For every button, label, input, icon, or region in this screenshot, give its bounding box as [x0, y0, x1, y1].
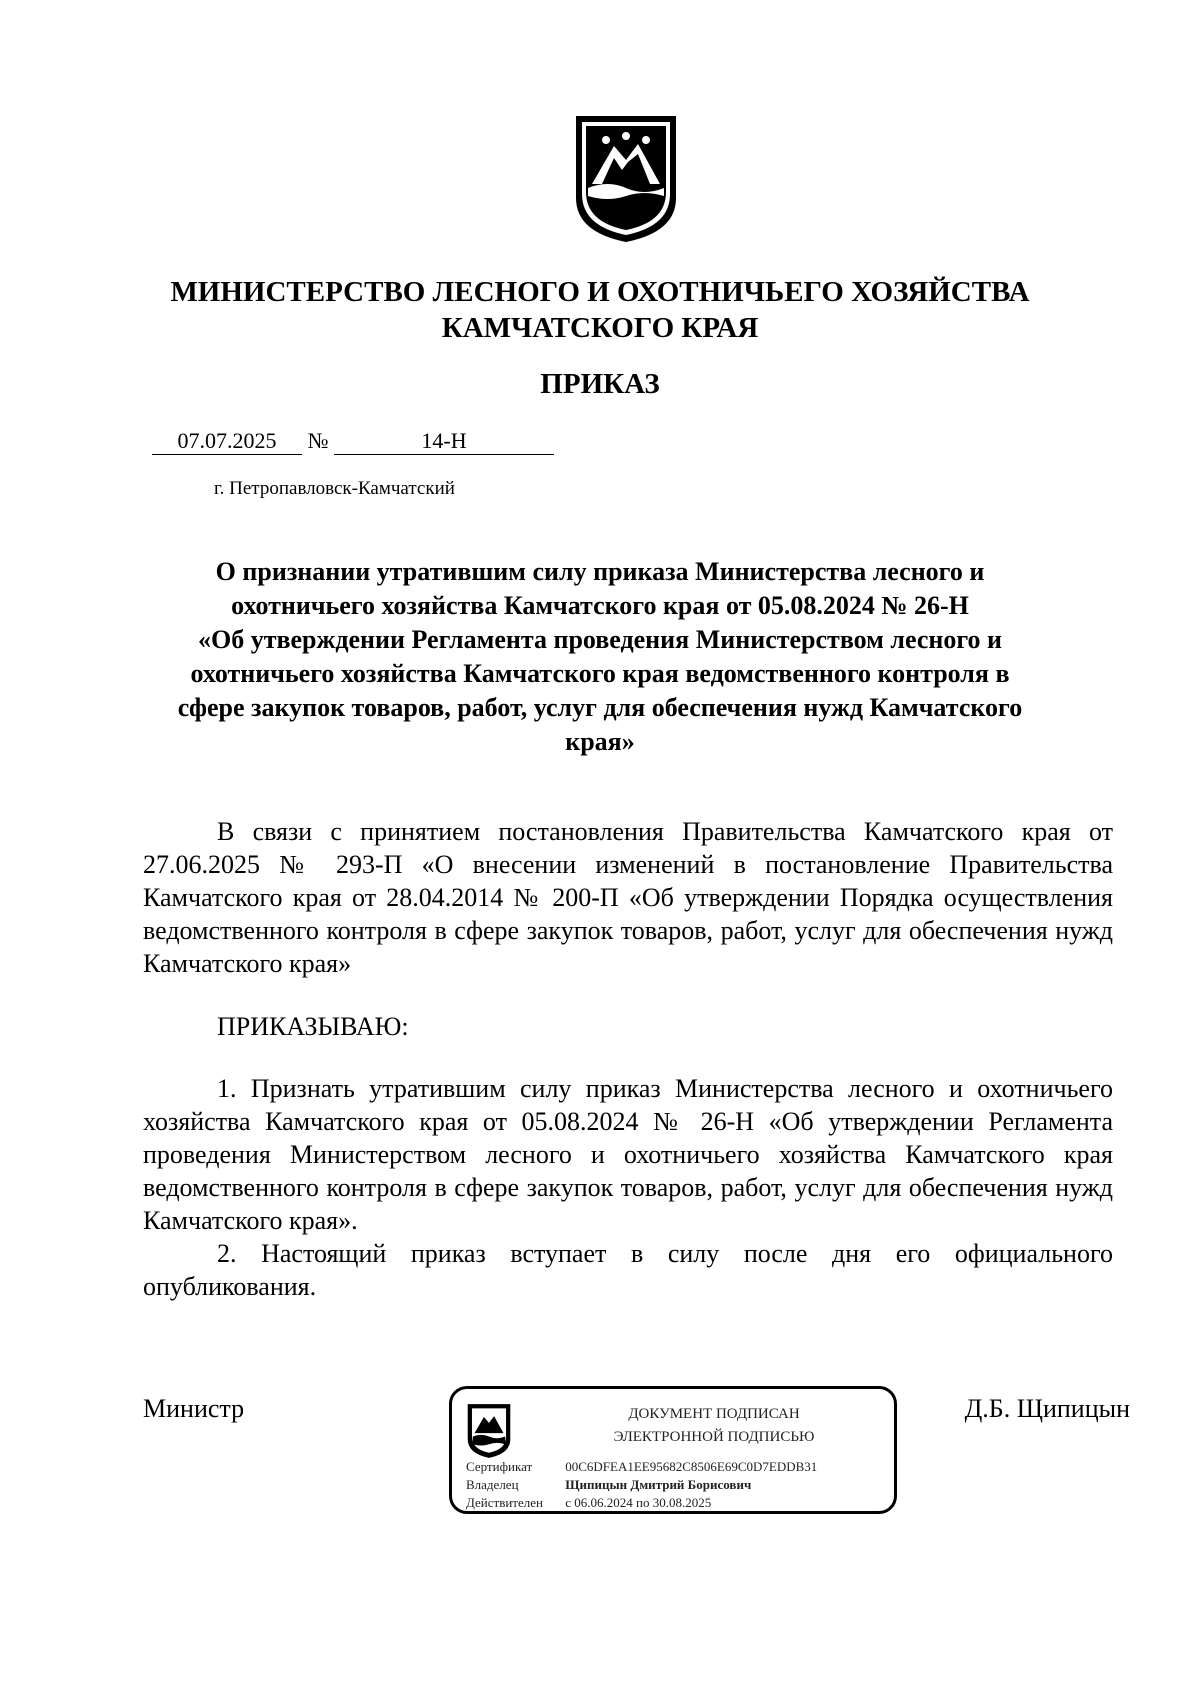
date-number-line	[152, 428, 554, 455]
stamp-emblem-icon	[466, 1403, 512, 1459]
owner-value: Щипицын Дмитрий Борисович	[565, 1477, 752, 1492]
document-type: ПРИКАЗ	[540, 368, 660, 400]
electronic-signature-stamp	[449, 1386, 897, 1514]
certificate-label: Сертификат	[466, 1459, 533, 1474]
order-item-2: 2. Настоящий приказ вступает в силу после дня его официального опубликования.	[143, 1239, 1113, 1301]
ministry-line-2: КАМЧАТСКОГО КРАЯ	[441, 312, 759, 344]
ministry-name	[100, 274, 1100, 346]
city: г. Петропавловск-Камчатский	[214, 478, 455, 499]
number-sign: №	[307, 428, 329, 453]
stamp-line-1: ДОКУМЕНТ ПОДПИСАН	[628, 1406, 800, 1422]
validity-label: Действителен	[466, 1495, 543, 1510]
stamp-line-2: ЭЛЕКТРОННОЙ ПОДПИСЬЮ	[613, 1429, 815, 1445]
order-subject	[140, 555, 1060, 759]
stamp-certificate-row	[466, 1459, 817, 1475]
subject-line: охотничьего хозяйства Камчатского края ведомственного контроля в	[190, 659, 1010, 688]
certificate-value: 00C6DFEA1EE95682C8506E69C0D7EDDB31	[565, 1459, 818, 1474]
validity-value: с 06.06.2024 по 30.08.2025	[565, 1495, 712, 1510]
order-item-1: 1. Признать утратившим силу приказ Министерства лесного и охотничьего хозяйства Камчатского края от 05.08.2024 № 26-Н «Об утверждении Регламента проведения Министерством лесного и охотничьего хозяйства Камчатского края ведомственного контроля в сфере закупок товаров, работ, услуг для обеспечения нужд Камчатского края».	[143, 1074, 1113, 1235]
ministry-line-1: МИНИСТЕРСТВО ЛЕСНОГО И ОХОТНИЧЬЕГО ХОЗЯЙСТВА	[170, 276, 1030, 308]
coat-of-arms-emblem	[572, 114, 680, 244]
order-number: 14-Н	[334, 428, 554, 455]
owner-label: Владелец	[466, 1477, 519, 1492]
order-date: 07.07.2025	[152, 428, 302, 455]
subject-line: охотничьего хозяйства Камчатского края от 05.08.2024 № 26-Н	[231, 591, 969, 620]
order-word: ПРИКАЗЫВАЮ:	[217, 1012, 409, 1041]
subject-line: края»	[565, 727, 635, 756]
preamble-paragraph: В связи с принятием постановления Правительства Камчатского края от 27.06.2025 № 293-П «О внесении изменений в постановление Правительства Камчатского края от 28.04.2014 № 200-П «Об утверждении Порядка осуществления ведомственного контроля в сфере закупок товаров, работ, услуг для обеспечения нужд Камчатского края»	[143, 817, 1113, 978]
stamp-header	[542, 1403, 886, 1449]
stamp-validity-row	[466, 1495, 711, 1511]
signer-name: Д.Б. Щипицын	[964, 1394, 1130, 1423]
subject-line: О признании утратившим силу приказа Министерства лесного и	[215, 557, 985, 586]
signer-position: Министр	[143, 1394, 245, 1423]
subject-line: сфере закупок товаров, работ, услуг для обеспечения нужд Камчатского	[177, 693, 1023, 722]
subject-line: «Об утверждении Регламента проведения Министерством лесного и	[197, 625, 1003, 654]
stamp-owner-row	[466, 1477, 751, 1493]
